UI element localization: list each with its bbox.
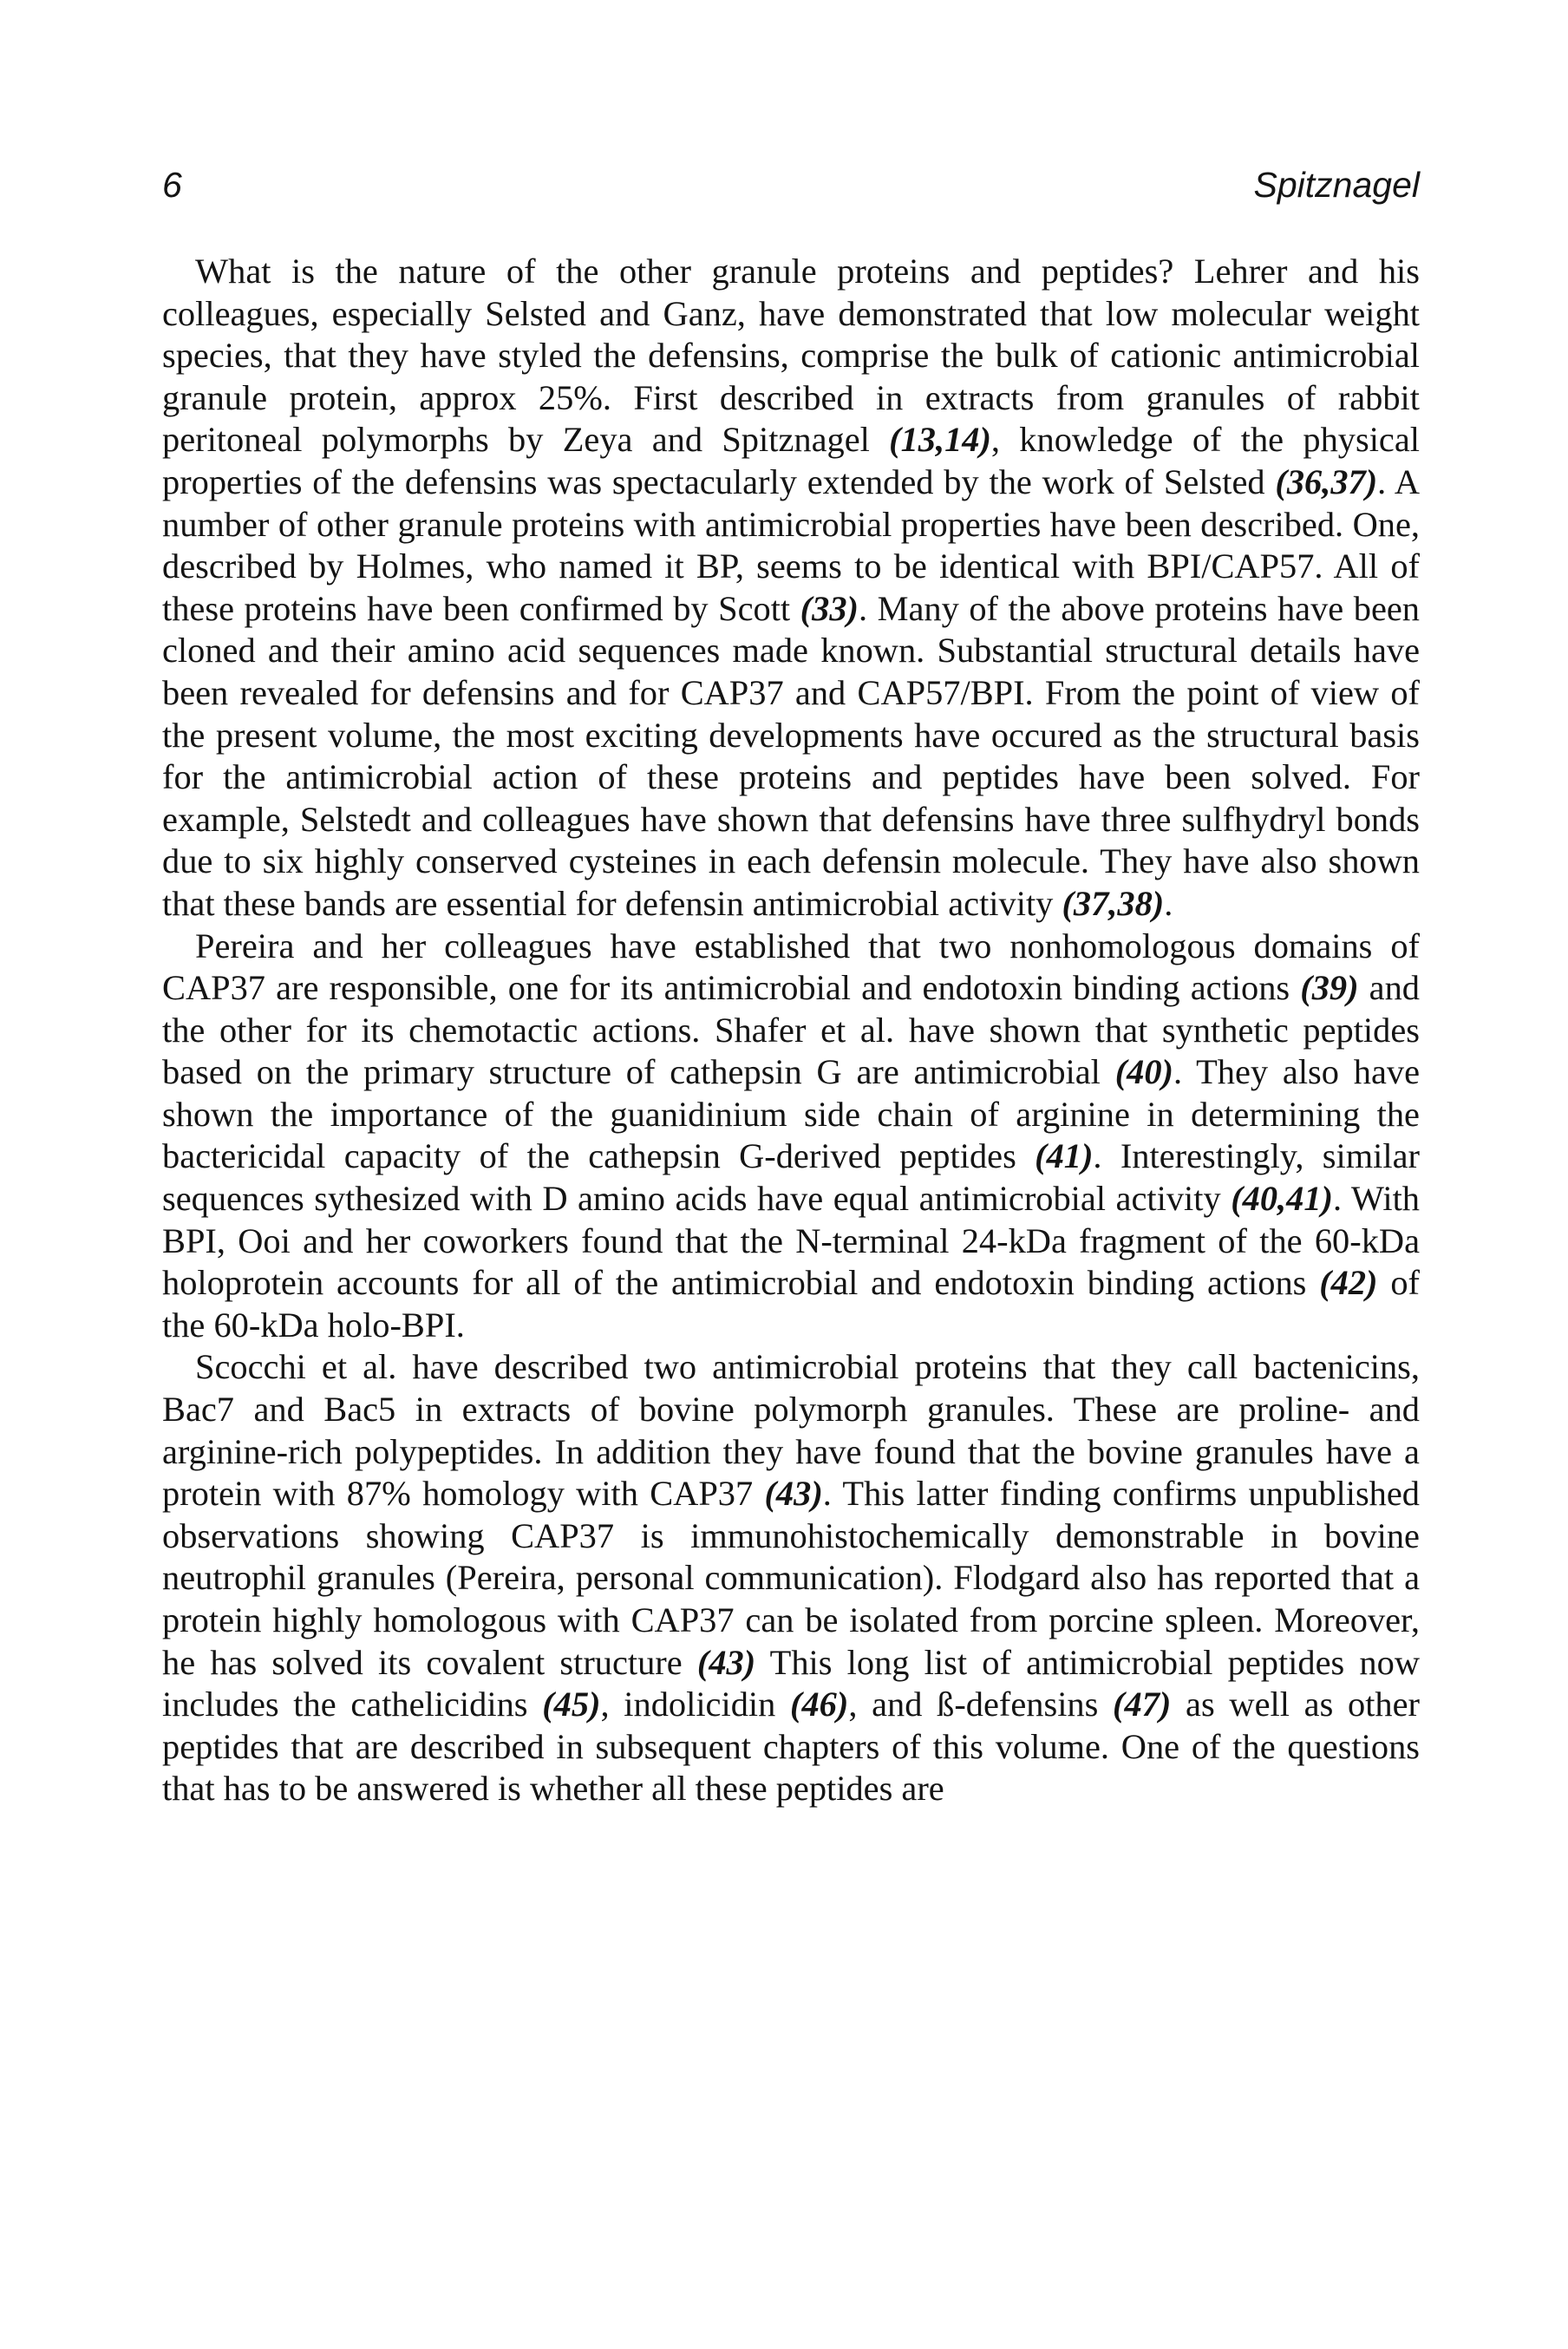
reference-citation: (43) (696, 1642, 756, 1682)
page-number: 6 (162, 165, 182, 205)
paragraph-text: . (1164, 883, 1173, 923)
paragraph (162, 251, 1420, 926)
reference-citation: (43) (764, 1474, 823, 1514)
paragraph-text: . With BPI, Ooi and her coworkers found that the N-terminal 24-kDa fragment of the 60-kDa holoprotein accounts for all of the antimicrobial and endotoxin binding actions (162, 1179, 1420, 1303)
paragraph-text: of the 60-kDa holo-BPI. (162, 1263, 1420, 1345)
paragraph-text: as well as other peptides that are described in subsequent chapters of this volume. One of the questions that has to be answered is whether all these peptides are (162, 1685, 1420, 1809)
reference-citation: (40) (1114, 1052, 1173, 1092)
paragraph-text: , and ß-defensins (848, 1685, 1114, 1724)
reference-citation: (13,14) (889, 420, 991, 460)
running-head (162, 159, 1420, 211)
reference-citation: (47) (1113, 1685, 1172, 1724)
reference-citation: (42) (1319, 1263, 1378, 1303)
reference-citation: (46) (790, 1685, 849, 1724)
paragraph-text: Pereira and her colleagues have established that two nonhomologous domains of CAP37 are responsible, one for its antimicrobial and endotoxin binding actions (162, 926, 1420, 1008)
reference-citation: (36,37) (1275, 461, 1378, 501)
paragraph-text: , knowledge of the physical properties of the defensins was spectacularly extended by the work of Selsted (162, 420, 1420, 501)
paragraph-text: , indolicidin (600, 1685, 791, 1724)
body-text (162, 251, 1420, 1810)
paragraph-text: Scocchi et al. have described two antimicrobial proteins that they call bactenicins, Bac7 and Bac5 in extracts of bovine polymorph granules. These are proline- and arginine-rich polypeptides. In addition they have found that the bovine granules have a protein with 87% homology with CAP37 (162, 1347, 1420, 1514)
reference-citation: (37,38) (1062, 883, 1165, 923)
reference-citation: (40,41) (1231, 1179, 1333, 1219)
reference-citation: (41) (1035, 1136, 1094, 1176)
paragraph-text: . Interestingly, similar sequences sythesized with D amino acids have equal antimicrobial activity (162, 1136, 1420, 1219)
paragraph-text: This long list of antimicrobial peptides now includes the cathelicidins (162, 1642, 1420, 1724)
paragraph-text: . They also have shown the importance of the guanidinium side chain of arginine in determining the bactericidal capacity of the cathepsin G-derived peptides (162, 1052, 1420, 1176)
reference-citation: (33) (800, 588, 859, 628)
paragraph-text: . A number of other granule proteins with antimicrobial properties have been described. One, described by Holmes, who named it BP, seems to be identical with BPI/CAP57. All of these proteins have been confirmed by Scott (162, 461, 1420, 628)
paragraph-text: . Many of the above proteins have been cloned and their amino acid sequences made known. Substantial structural details have been revealed for defensins and for CAP37 and CAP57/BPI. From the point of view of the present volume, the most exciting developments have occured as the structural basis for the antimicrobial action of these proteins and peptides have been solved. For example, Selstedt and colleagues have shown that defensins have three sulfhydryl bonds due to six highly conserved cysteines in each defensin molecule. They have also shown that these bands are essential for defensin antimicrobial activity (162, 588, 1420, 923)
paragraph (162, 1346, 1420, 1810)
paragraph-text: . This latter finding confirms unpublished observations showing CAP37 is immunohistochemically demonstrable in bovine neutrophil granules (Pereira, personal communication). Flodgard also has reported that a protein highly homologous with CAP37 can be isolated from porcine spleen. Moreover, he has solved its covalent structure (162, 1474, 1421, 1682)
reference-citation: (45) (542, 1685, 601, 1724)
paragraph-text: and the other for its chemotactic actions. Shafer et al. have shown that synthetic peptides based on the primary structure of cathepsin G are antimicrobial (162, 968, 1421, 1092)
paragraph (162, 926, 1420, 1347)
reference-citation: (39) (1300, 968, 1359, 1008)
running-title: Spitznagel (1253, 165, 1420, 205)
paragraph-text: What is the nature of the other granule proteins and peptides? Lehrer and his colleagues, especially Selsted and Ganz, have demonstrated that low molecular weight species, that they have styled the defensins, comprise the bulk of cationic antimicrobial granule protein, approx 25%. First described in extracts from granules of rabbit peritoneal polymorphs by Zeya and Spitznagel (162, 252, 1420, 460)
